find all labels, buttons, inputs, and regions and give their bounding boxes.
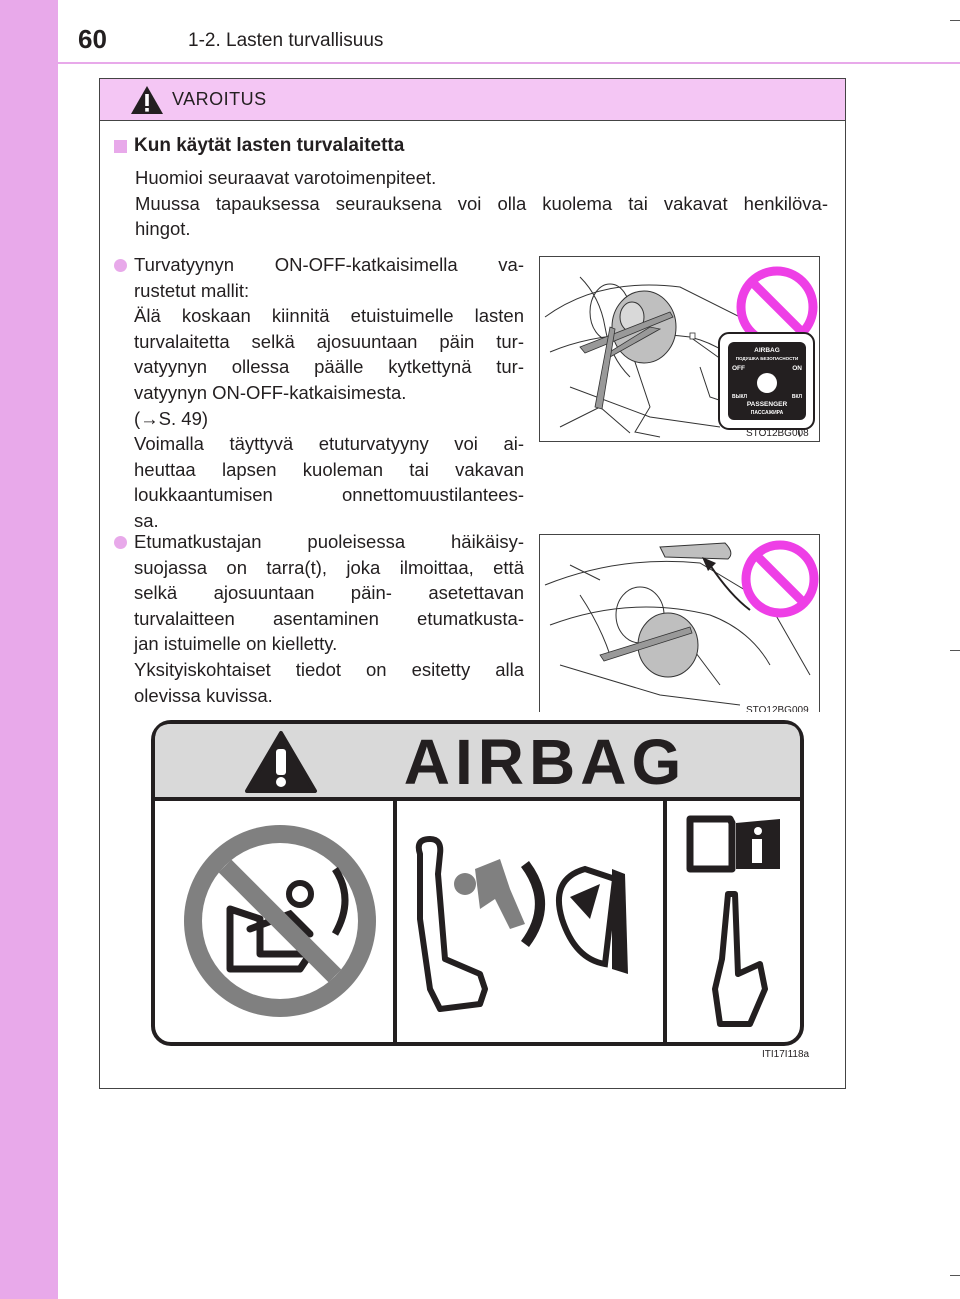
square-bullet-icon (114, 140, 127, 153)
round-bullet-icon (114, 536, 127, 549)
sun-visor-illustration (540, 535, 820, 712)
bullet-airbag-switch (114, 252, 524, 534)
warning-triangle-icon (130, 85, 164, 115)
warning-box (99, 78, 846, 1089)
bullet-line: turvalaitetta selkä ajosuuntaan päin tur- (134, 330, 524, 352)
figure-code: STO12BG008 (746, 428, 809, 439)
round-bullet-icon (114, 259, 127, 272)
bullet-line: (→S. 49) (134, 407, 209, 429)
crop-mark (950, 650, 960, 651)
intro-line: hingot. (135, 218, 191, 240)
warning-heading-text: Kun käytät lasten turvalaitetta (134, 135, 405, 156)
bullet-line: selkä ajosuuntaan päin- asetettavan (134, 582, 524, 604)
switch-passenger: PASSENGER (746, 401, 788, 408)
bullet-line: Voimalla täyttyvä etuturvatyyny voi ai- (134, 433, 524, 455)
airbag-switch-panel (728, 342, 806, 420)
bullet-line: jan istuimelle on kielletty. (134, 633, 338, 655)
bullet-line: olevissa kuvissa. (134, 684, 273, 706)
bullet-line: vatyynyn ollessa päälle kytkettynä tur- (134, 356, 524, 378)
bullet-line: suojassa on tarra(t), joka ilmoittaa, että (134, 556, 524, 578)
crop-mark (950, 1275, 960, 1276)
intro-line: Huomioi seuraavat varotoimenpiteet. (135, 167, 437, 188)
switch-passenger-cyr: ПАССАЖИРА (750, 410, 784, 416)
bullet-line: Etumatkustajan puoleisessa häikäisy- (134, 531, 524, 552)
bullet-line: loukkaantumisen onnettomuustilantees- (134, 484, 524, 506)
airbag-label-title: AIRBAG (403, 726, 687, 798)
header-rule (58, 62, 960, 64)
section-title: 1-2. Lasten turvallisuus (188, 30, 384, 51)
switch-cyr: ПОДУШКА БЕЗОПАСНОСТИ (735, 356, 799, 361)
bullet-line: sa. (134, 509, 159, 531)
warning-header (100, 79, 845, 121)
switch-off-cyr: ВЫКЛ (732, 394, 748, 400)
warning-heading (114, 135, 404, 157)
key-slot-icon (757, 373, 777, 393)
bullet-line: Turvatyynyn ON-OFF-katkaisimella va- (134, 254, 524, 275)
bullet-line: rustetut mallit: (134, 279, 250, 301)
page-number: 60 (78, 24, 107, 54)
bullet-line: Yksityiskohtaiset tiedot on esitetty alla (134, 658, 524, 680)
switch-on-cyr: ВКЛ (791, 394, 802, 400)
bullet-line: heuttaa lapsen kuoleman tai vakavan (134, 458, 524, 480)
switch-title: AIRBAG (754, 347, 780, 354)
intro-line: Muussa tapauksessa seurauksena voi olla kuolema tai vakavat henkilöva- (135, 192, 828, 214)
bullet-sun-visor (114, 529, 524, 708)
bullet-line: turvalaitteen asentaminen etumatkusta- (134, 607, 524, 629)
figure-sun-visor (539, 534, 820, 712)
figure-code: ITI17I118a (762, 1049, 810, 1060)
figure-airbag-switch (539, 256, 820, 442)
intro-paragraph (135, 165, 828, 242)
figure-code: STO12BG009 (746, 705, 809, 712)
bullet-text (134, 529, 524, 708)
bullet-line: Älä koskaan kiinnitä etuistuimelle lasten (134, 305, 524, 327)
switch-off: OFF (732, 365, 745, 372)
switch-on: ON (792, 365, 802, 372)
bullet-line: vatyynyn ON-OFF-katkaisimesta. (134, 381, 407, 403)
bullet-text (134, 252, 524, 534)
side-tab (0, 0, 58, 1299)
airbag-warning-label (150, 719, 810, 1060)
crop-mark (950, 20, 960, 21)
warning-label: VAROITUS (172, 89, 267, 109)
